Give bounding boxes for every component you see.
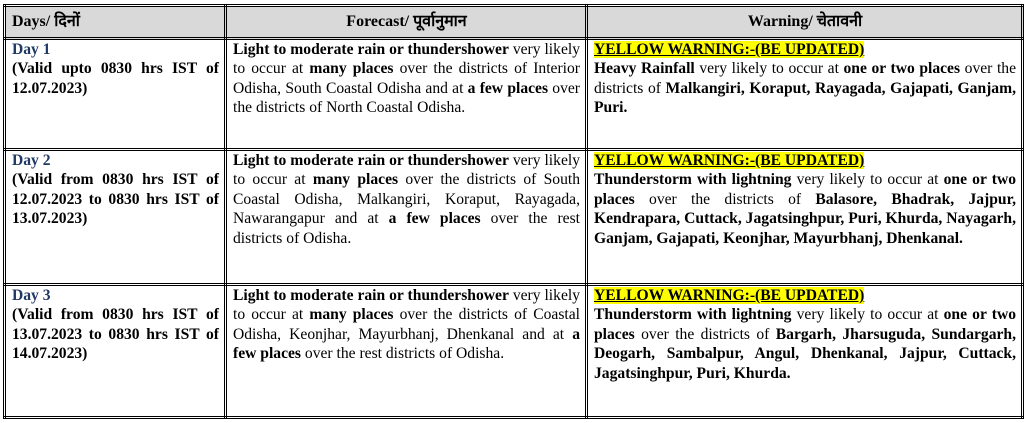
- warning-phenomenon: Heavy Rainfall: [594, 60, 695, 78]
- forecast-phenomenon: Light to moderate rain or thundershower: [233, 41, 509, 58]
- forecast-text: over the districts of Coastal Odisha, Keonjhar, Mayurbhanj, Dhenkanal and at: [233, 306, 580, 343]
- forecast-text: very likely to occur at: [233, 152, 580, 189]
- table-row: [5, 285, 1023, 418]
- table-row: [5, 39, 1023, 150]
- warning-text: over the districts of: [634, 325, 776, 343]
- day-cell: [5, 285, 226, 418]
- forecast-text: very likely to occur at: [233, 287, 580, 324]
- day-cell: [5, 150, 226, 285]
- warning-text: very likely to occur at: [791, 306, 944, 324]
- warning-extent: one or two places: [843, 60, 961, 78]
- forecast-phenomenon: Light to moderate rain or thundershower: [233, 152, 509, 169]
- forecast-extent: many places: [309, 306, 394, 324]
- day-label: Day 3: [12, 287, 51, 304]
- day-validity: (Valid from 0830 hrs IST of 12.07.2023 to 0830 hrs IST of 13.07.2023): [12, 171, 219, 228]
- forecast-extent: many places: [309, 60, 394, 78]
- day-validity: (Valid from 0830 hrs IST of 13.07.2023 to 0830 hrs IST of 14.07.2023): [12, 306, 219, 363]
- forecast-table: [3, 4, 1024, 419]
- warning-districts: Malkangiri, Koraput, Rayagada, Gajapati, Ganjam, Puri.: [594, 79, 1016, 117]
- forecast-text: over the districts of Interior Odisha, South Coastal Odisha and at: [233, 60, 580, 97]
- yellow-warning-label: YELLOW WARNING:-(BE UPDATED): [594, 152, 865, 169]
- header-forecast: Forecast/ पूर्वानुमान: [226, 6, 587, 39]
- warning-phenomenon: Thunderstorm with lightning: [594, 306, 792, 324]
- forecast-cell: [226, 150, 587, 285]
- warning-districts: Balasore, Bhadrak, Jajpur, Kendrapara, Cuttack, Jagatsinghpur, Puri, Khurda, Nayagarh, Ganjam, Gajapati, Keonjhar, Mayurbhanj, Dhenkanal.: [594, 190, 1016, 247]
- day-label: Day 1: [12, 41, 51, 58]
- warning-text: over the districts of: [634, 190, 816, 208]
- forecast-text: over the rest districts of Odisha.: [301, 345, 505, 363]
- forecast-text: very likely to occur at: [233, 41, 580, 78]
- warning-cell: [587, 285, 1023, 418]
- header-row: [5, 6, 1023, 39]
- warning-text: very likely to occur at: [694, 60, 844, 78]
- yellow-warning-label: YELLOW WARNING:-(BE UPDATED): [594, 287, 865, 304]
- warning-text: very likely to occur at: [791, 171, 944, 189]
- warning-cell: [587, 39, 1023, 150]
- warning-extent: one or two places: [594, 306, 1017, 343]
- forecast-extent: a few places: [467, 79, 549, 97]
- day-validity: (Valid upto 0830 hrs IST of 12.07.2023): [12, 60, 219, 97]
- forecast-cell: [226, 285, 587, 418]
- table-row: [5, 150, 1023, 285]
- day-label: Day 2: [12, 152, 51, 169]
- forecast-phenomenon: Light to moderate rain or thundershower: [233, 287, 509, 304]
- day-cell: [5, 39, 226, 150]
- forecast-extent: a few places: [388, 210, 481, 228]
- forecast-cell: [226, 39, 587, 150]
- warning-phenomenon: Thunderstorm with lightning: [594, 171, 792, 189]
- yellow-warning-label: YELLOW WARNING:-(BE UPDATED): [594, 41, 865, 58]
- forecast-text: over the rest districts of Odisha.: [233, 210, 581, 247]
- forecast-text: over the districts of North Coastal Odisha.: [233, 79, 580, 117]
- warning-cell: [587, 150, 1023, 285]
- forecast-extent: many places: [312, 171, 399, 189]
- forecast-extent: a few places: [233, 325, 580, 363]
- header-days: Days/ दिनों: [5, 6, 226, 39]
- warning-text: over the districts of: [594, 60, 1016, 97]
- warning-districts: Bargarh, Jharsuguda, Sundargarh, Deogarh, Sambalpur, Angul, Dhenkanal, Jajpur, Cuttack, Jagatsinghpur, Puri, Khurda.: [594, 325, 1016, 382]
- header-warning: Warning/ चेतावनी: [587, 6, 1023, 39]
- forecast-text: over the districts of South Coastal Odisha, Malkangiri, Koraput, Rayagada, Nawarangapur and at: [233, 171, 580, 228]
- warning-extent: one or two places: [594, 171, 1017, 208]
